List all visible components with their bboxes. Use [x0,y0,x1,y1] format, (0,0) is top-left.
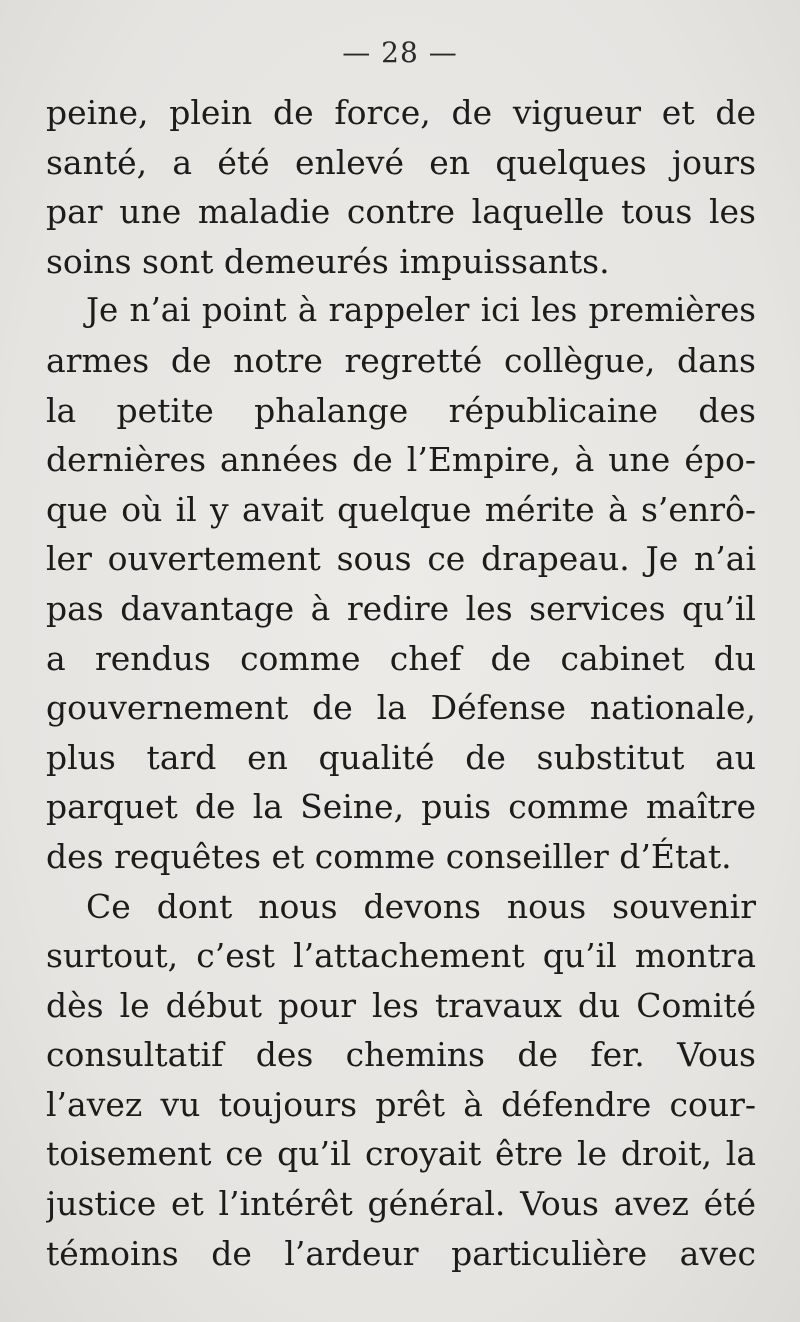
text-line: témoins de l’ardeur particulière avec [46,1233,756,1273]
text-line: ler ouvertement sous ce drapeau. Je n’ai [46,539,756,579]
paragraph-2 [46,286,756,881]
text-line: gouvernement de la Défense nationale, [46,688,756,728]
page-number: — 28 — [342,36,458,69]
text-line: pas davantage à redire les services qu’il [46,588,756,628]
text-line: a rendus comme chef de cabinet du [46,638,756,678]
text-line: justice et l’intérêt général. Vous avez été [46,1184,756,1224]
text-line: parquet de la Seine, puis comme maître [46,787,756,827]
paragraph-1 [46,88,756,286]
text-line: Ce dont nous devons nous souvenir [86,886,756,926]
text-line: armes de notre regretté collègue, dans [46,340,756,380]
text-line: Je n’ai point à rappeler ici les premières [86,291,756,330]
text-line: soins sont demeurés impuissants. [46,241,610,281]
text-line: dès le début pour les travaux du Comité [46,985,756,1025]
text-line: peine, plein de force, de vigueur et de [46,93,756,132]
paragraph-3 [46,882,756,1279]
text-line: que où il y avait quelque mérite à s’enrô- [46,489,756,529]
text-line: par une maladie contre laquelle tous les [46,192,756,232]
text-line: toisement ce qu’il croyait être le droit, la [46,1134,756,1174]
body-text [46,88,756,1278]
text-line: surtout, c’est l’attachement qu’il montra [46,936,756,976]
text-line: consultatif des chemins de fer. Vous [46,1035,756,1075]
text-line: la petite phalange républicaine des [46,390,756,430]
text-line: plus tard en qualité de substitut au [46,737,756,777]
text-line: l’avez vu toujours prêt à défendre cour- [46,1084,756,1124]
text-line: dernières années de l’Empire, à une épo- [46,440,756,480]
text-line: santé, a été enlevé en quelques jours [46,142,756,182]
text-line: des requêtes et comme conseiller d’État. [46,836,732,876]
